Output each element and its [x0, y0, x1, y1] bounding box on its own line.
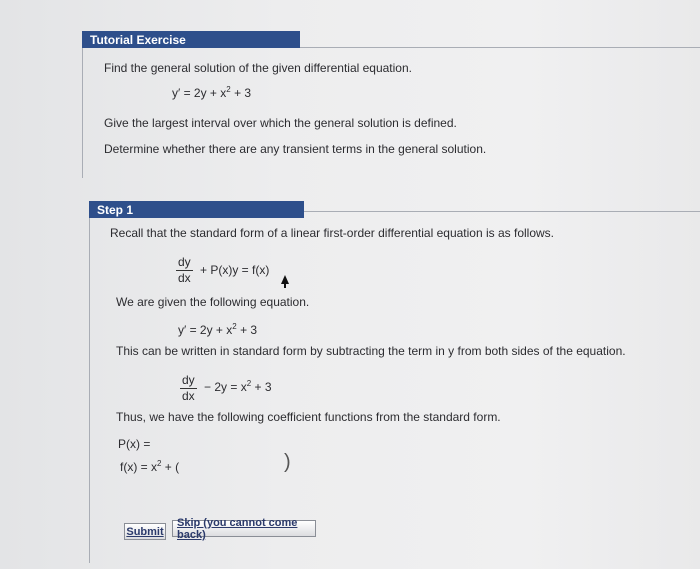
given-text: We are given the following equation. [116, 295, 310, 309]
step-recall-text: Recall that the standard form of a linear first-order differential equation is as follows. [110, 226, 554, 240]
standard-eq-rest [204, 380, 272, 394]
step-left-border [89, 218, 90, 563]
tutorial-left-border [82, 48, 83, 178]
p-of-x-label: P(x) = [118, 437, 151, 451]
f-of-x-close-paren: ) [284, 451, 291, 473]
standard-eq-denominator: dx [182, 389, 195, 403]
tutorial-question-interval: Give the largest interval over which the general solution is defined. [104, 116, 457, 130]
standard-form-text: This can be written in standard form by subtracting the term in y from both sides of the equation. [116, 344, 626, 358]
step-header-rule [304, 211, 700, 212]
tutorial-header-label: Tutorial Exercise [90, 32, 186, 47]
submit-button[interactable]: Submit [124, 523, 166, 540]
step-header [89, 201, 304, 218]
standard-form-fraction [176, 255, 193, 285]
standard-eq-mid: − 2y = x [204, 380, 247, 394]
equation-rhs: + 3 [230, 86, 252, 100]
tutorial-header-rule [300, 47, 700, 48]
standard-eq-exponent: 2 [246, 379, 252, 388]
standard-form-rest: + P(x)y = f(x) [200, 263, 270, 277]
coefficient-text: Thus, we have the following coefficient functions from the standard form. [116, 410, 501, 424]
f-of-x-plus: + ( [161, 460, 180, 474]
equation-lhs: y′ = 2y + x [172, 86, 227, 100]
given-eq-exponent: 2 [232, 322, 237, 331]
given-eq-lhs: y′ = 2y + x [178, 323, 233, 337]
tutorial-question-transient: Determine whether there are any transient terms in the general solution. [104, 142, 487, 156]
standard-form-denominator: dx [178, 271, 191, 285]
given-eq-rhs: + 3 [236, 323, 258, 337]
mouse-cursor-icon [281, 275, 289, 284]
standard-eq-fraction [180, 373, 197, 403]
tutorial-equation [172, 86, 251, 100]
tutorial-prompt: Find the general solution of the given differential equation. [104, 61, 412, 75]
tutorial-header [82, 31, 300, 48]
f-of-x-label: f(x) = x [120, 460, 158, 474]
standard-eq-rhs: + 3 [251, 380, 272, 394]
equation-exponent: 2 [226, 85, 231, 94]
skip-button[interactable]: Skip (you cannot come back) [172, 520, 316, 537]
f-of-x-row [120, 460, 179, 474]
f-of-x-exponent: 2 [157, 459, 162, 468]
standard-eq-numerator: dy [182, 373, 195, 387]
given-equation [178, 323, 257, 337]
standard-form-numerator: dy [178, 255, 191, 269]
step-header-label: Step 1 [97, 202, 134, 217]
